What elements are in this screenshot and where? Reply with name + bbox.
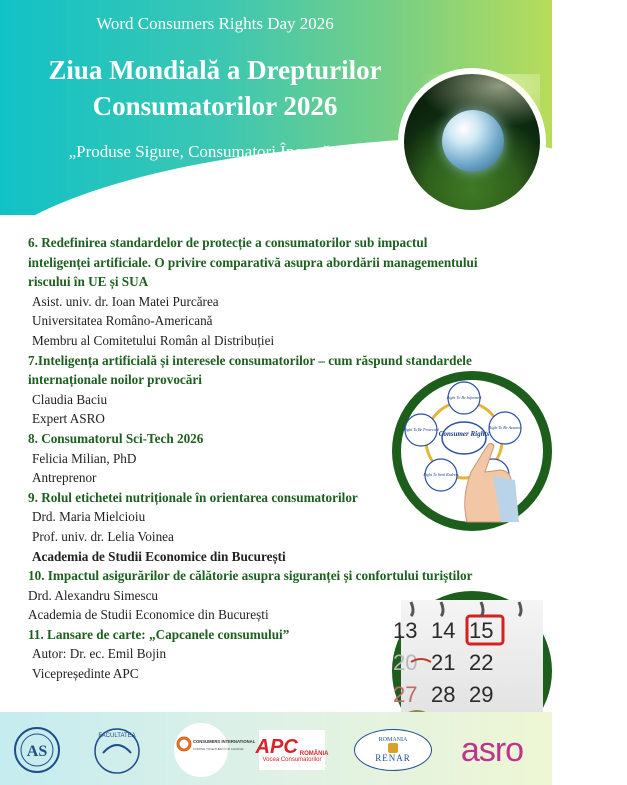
speaker-affiliation: Academia de Studii Economice din București xyxy=(32,548,286,564)
calendar-day: 29 xyxy=(469,682,494,707)
diagram-node-protected: Right To Be Protected xyxy=(403,427,439,432)
diagram-node-informed: Right To Be Informed xyxy=(446,395,482,400)
renar-logo xyxy=(354,726,432,774)
title-line-2: Consumatorilor 2026 xyxy=(92,91,338,121)
diagram-center-label: Consumer Rights xyxy=(438,430,490,438)
renar-label: RENAR xyxy=(375,753,411,763)
item-6-title-line: inteligenței artificiale. O privire comparativă asupra abordării managementului xyxy=(28,254,478,270)
speaker-name: Drd. Alexandru Simescu xyxy=(28,587,159,603)
apc-tagline: Vocea Consumatorilor xyxy=(262,757,322,763)
renar-top-label: ROMANIA xyxy=(378,737,408,743)
calendar-day: 27 xyxy=(393,682,418,707)
speaker-affiliation: Universitatea Româno-Americană xyxy=(32,313,213,329)
calendar-day: 28 xyxy=(431,682,456,707)
university-seal-logo xyxy=(6,726,68,774)
pointing-hand-icon xyxy=(465,444,519,523)
glass-globe-icon xyxy=(442,110,504,172)
apc-label: APC xyxy=(255,736,298,758)
calendar-day: 14 xyxy=(431,618,456,643)
event-title xyxy=(0,52,430,124)
speaker-name: Claudia Baciu xyxy=(32,391,108,407)
calendar-day: 13 xyxy=(393,618,418,643)
speaker-name: Prof. univ. dr. Lelia Voinea xyxy=(32,528,174,544)
ci-name: CONSUMERS INTERNATIONAL xyxy=(193,739,256,744)
speaker-affiliation: Expert ASRO xyxy=(32,411,105,427)
globe-image xyxy=(404,74,540,210)
calendar-day: 22 xyxy=(469,650,494,675)
consumers-international-logo xyxy=(170,726,256,774)
speaker-name: Asist. univ. dr. Ioan Matei Purcărea xyxy=(32,293,219,309)
calendar-day: 21 xyxy=(431,650,456,675)
item-6-title-line: riscului în UE și SUA xyxy=(28,274,149,290)
item-10-title: 10. Impactul asigurărilor de călătorie asupra siguranței și confortului turiștilor xyxy=(28,568,473,584)
speaker-affiliation: Membru al Comitetului Român al Distribuției xyxy=(32,332,275,348)
book-author: Autor: Dr. ec. Emil Bojin xyxy=(32,646,167,662)
item-6-title-line: 6. Redefinirea standardelor de protecție a consumatorilor sub impactul xyxy=(28,235,428,250)
ci-tagline: COMING TOGETHER FOR CHANGE xyxy=(193,747,244,751)
asro-label: asro xyxy=(460,730,524,769)
svg-text:AS: AS xyxy=(26,743,48,760)
consumer-rights-image xyxy=(392,371,552,531)
item-7-title-line: internaționale noilor provocări xyxy=(28,372,202,388)
consumer-rights-diagram xyxy=(401,380,543,522)
author-role: Vicepreședinte APC xyxy=(32,666,139,682)
event-motto: „Produse Sigure, Consumatori Încrezători” xyxy=(68,142,362,161)
item-8-title: 8. Consumatorul Sci-Tech 2026 xyxy=(28,430,204,446)
item-11-title: 11. Lansare de carte: „Capcanele consumului” xyxy=(28,626,290,642)
asro-logo xyxy=(446,726,538,774)
apc-country: ROMÂNIA xyxy=(299,751,329,757)
calendar-day: 15 xyxy=(469,618,494,643)
apc-romania-logo xyxy=(255,726,329,774)
speaker-name: Drd. Maria Mielcioiu xyxy=(32,509,146,525)
calendar-day: 20 xyxy=(393,650,418,675)
item-6-title xyxy=(28,233,528,292)
diagram-node-assured: Right To Be Assured xyxy=(488,425,522,430)
speaker-affiliation: Academia de Studii Economice din București xyxy=(28,607,269,623)
partner-logos-bar xyxy=(0,712,552,785)
event-subtitle: Word Consumers Rights Day 2026 xyxy=(96,14,334,33)
facultatea-label: FACULTATEA xyxy=(98,733,136,739)
diagram-node-redress: Right To Seek Redress xyxy=(423,472,459,477)
item-7-title-line: 7.Inteligența artificială și interesele consumatorilor – cum răspund standardele xyxy=(28,352,472,368)
facultatea-logo xyxy=(86,726,148,774)
speaker-name: Felicia Milian, PhD xyxy=(32,450,137,466)
coat-of-arms-icon xyxy=(388,743,398,753)
speaker-affiliation: Antreprenor xyxy=(32,470,97,486)
item-9-title: 9. Rolul etichetei nutriționale în orientarea consumatorilor xyxy=(28,489,358,505)
title-line-1: Ziua Mondială a Drepturilor xyxy=(48,55,382,85)
binder-rings-icon xyxy=(411,602,521,616)
